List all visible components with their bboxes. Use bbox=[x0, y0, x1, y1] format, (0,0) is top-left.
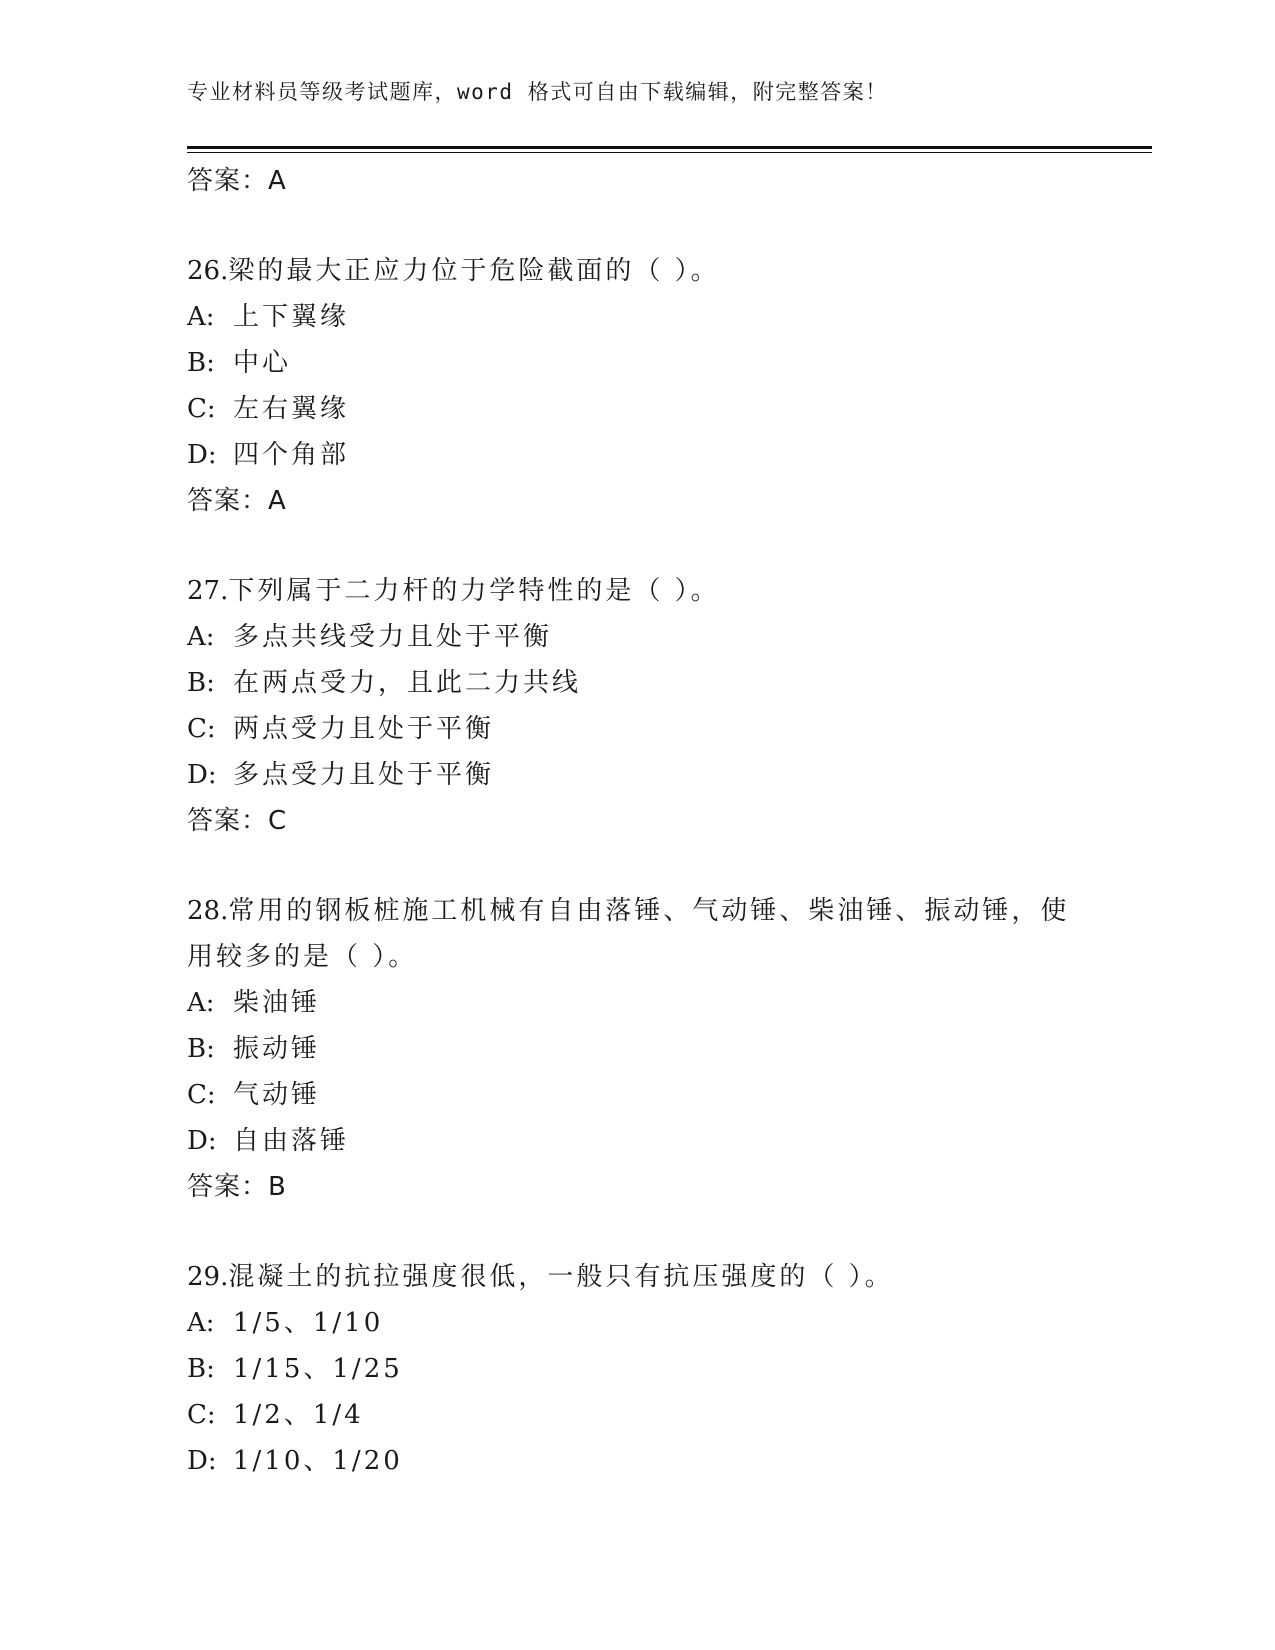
question-number: 28. bbox=[187, 896, 229, 926]
option-c bbox=[187, 706, 1087, 752]
question-stem bbox=[187, 568, 1087, 614]
option-b bbox=[187, 1346, 1087, 1392]
option-text: 气动锤 bbox=[233, 1080, 321, 1110]
option-key: C: bbox=[187, 394, 216, 424]
option-key: D: bbox=[187, 760, 217, 790]
option-a bbox=[187, 614, 1087, 660]
answer-line: 答案：B bbox=[187, 1172, 287, 1202]
question-number: 27. bbox=[187, 576, 229, 606]
question-text: 梁的最大正应力位于危险截面的（ ）。 bbox=[228, 256, 720, 286]
option-text: 1/15、1/25 bbox=[233, 1354, 403, 1384]
option-b bbox=[187, 660, 1087, 706]
question-text: 混凝土的抗拉强度很低，一般只有抗压强度的（ ）。 bbox=[228, 1262, 894, 1292]
option-d bbox=[187, 1118, 1087, 1164]
option-text: 柴油锤 bbox=[233, 988, 321, 1018]
option-d bbox=[187, 752, 1087, 798]
option-text: 多点受力且处于平衡 bbox=[233, 760, 495, 790]
question-text: 常用的钢板桩施工机械有自由落锤、气动锤、柴油锤、振动锤，使用较多的是（ ）。 bbox=[187, 896, 1070, 972]
option-text: 在两点受力，且此二力共线 bbox=[233, 668, 582, 698]
option-key: C: bbox=[187, 1400, 216, 1430]
option-d bbox=[187, 1438, 1087, 1484]
option-d bbox=[187, 432, 1087, 478]
question-stem bbox=[187, 888, 1087, 980]
question-text: 下列属于二力杆的力学特性的是（ ）。 bbox=[228, 576, 720, 606]
answer-line: 答案：C bbox=[187, 806, 288, 836]
option-key: A: bbox=[187, 302, 215, 332]
option-text: 1/10、1/20 bbox=[233, 1446, 403, 1476]
option-a bbox=[187, 294, 1087, 340]
question-stem bbox=[187, 1254, 1087, 1300]
option-text: 振动锤 bbox=[233, 1034, 321, 1064]
option-key: A: bbox=[187, 622, 215, 652]
option-text: 自由落锤 bbox=[233, 1126, 350, 1156]
option-c bbox=[187, 1392, 1087, 1438]
answer-line: 答案：A bbox=[187, 166, 287, 196]
option-key: D: bbox=[187, 440, 217, 470]
option-key: A: bbox=[187, 988, 215, 1018]
option-a bbox=[187, 1300, 1087, 1346]
option-b bbox=[187, 1026, 1087, 1072]
option-text: 四个角部 bbox=[233, 440, 350, 470]
option-key: D: bbox=[187, 1446, 217, 1476]
question-27 bbox=[187, 568, 1087, 844]
question-28 bbox=[187, 888, 1087, 1210]
option-text: 上下翼缘 bbox=[233, 302, 350, 332]
question-29 bbox=[187, 1254, 1087, 1484]
page-header: 专业材料员等级考试题库，word 格式可自由下载编辑，附完整答案！ bbox=[187, 80, 888, 104]
option-text: 中心 bbox=[233, 348, 292, 378]
option-key: B: bbox=[187, 1034, 215, 1064]
option-key: B: bbox=[187, 668, 215, 698]
option-key: C: bbox=[187, 714, 216, 744]
option-key: B: bbox=[187, 348, 215, 378]
option-c bbox=[187, 386, 1087, 432]
option-text: 两点受力且处于平衡 bbox=[233, 714, 495, 744]
question-stem bbox=[187, 248, 1087, 294]
question-list bbox=[187, 158, 1087, 1484]
option-c bbox=[187, 1072, 1087, 1118]
option-key: A: bbox=[187, 1308, 215, 1338]
question-number: 26. bbox=[187, 256, 229, 286]
option-key: D: bbox=[187, 1126, 217, 1156]
option-b bbox=[187, 340, 1087, 386]
option-text: 1/5、1/10 bbox=[233, 1308, 384, 1338]
question-number: 29. bbox=[187, 1262, 229, 1292]
header-rule bbox=[187, 146, 1152, 149]
question-26 bbox=[187, 248, 1087, 524]
option-key: B: bbox=[187, 1354, 215, 1384]
option-text: 左右翼缘 bbox=[233, 394, 350, 424]
option-text: 多点共线受力且处于平衡 bbox=[233, 622, 553, 652]
answer-line: 答案：A bbox=[187, 486, 287, 516]
option-text: 1/2、1/4 bbox=[233, 1400, 364, 1430]
option-a bbox=[187, 980, 1087, 1026]
option-key: C: bbox=[187, 1080, 216, 1110]
header-rule-thin bbox=[187, 152, 1152, 153]
